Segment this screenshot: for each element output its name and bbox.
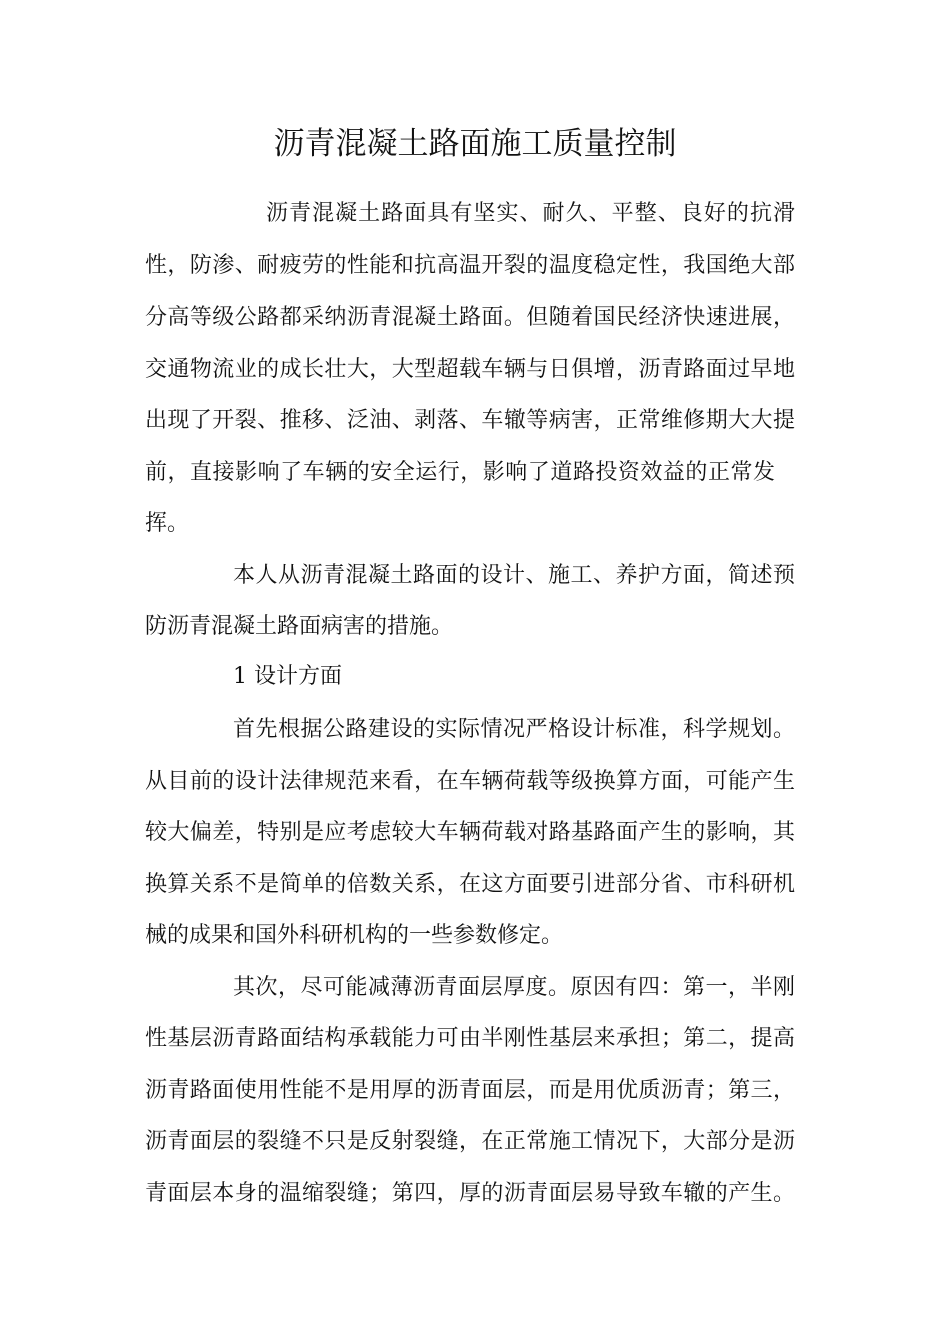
text-line: 沥青混凝土路面具有坚实、耐久、平整、良好的抗滑: [266, 201, 795, 226]
document-title: 沥青混凝土路面施工质量控制: [273, 126, 677, 162]
section-heading: 1 设计方面: [233, 664, 342, 689]
text-line: 青面层本身的温缩裂缝；第四，厚的沥青面层易导致车辙的产生。: [145, 1181, 795, 1206]
text-line: 交通物流业的成长壮大，大型超载车辆与日俱增，沥青路面过早地: [145, 357, 795, 382]
text-line: 性，防渗、耐疲劳的性能和抗高温开裂的温度稳定性，我国绝大部: [145, 253, 795, 278]
text-line: 较大偏差，特别是应考虑较大车辆荷载对路基路面产生的影响，其: [145, 820, 795, 845]
text-line: 出现了开裂、推移、泛油、剥落、车辙等病害，正常维修期大大提: [145, 408, 795, 433]
text-line: 沥青面层的裂缝不只是反射裂缝，在正常施工情况下，大部分是沥: [145, 1129, 795, 1154]
text-line: 换算关系不是简单的倍数关系，在这方面要引进部分省、市科研机: [145, 872, 795, 897]
text-line: 其次，尽可能减薄沥青面层厚度。原因有四：第一，半刚: [233, 975, 795, 1000]
text-line: 挥。: [145, 511, 190, 536]
text-line: 性基层沥青路面结构承载能力可由半刚性基层来承担；第二，提高: [145, 1026, 795, 1051]
text-line: 前，直接影响了车辆的安全运行，影响了道路投资效益的正常发: [145, 460, 775, 485]
text-line: 械的成果和国外科研机构的一些参数修定。: [145, 923, 564, 948]
text-line: 首先根据公路建设的实际情况严格设计标准，科学规划。: [233, 717, 795, 742]
text-line: 分高等级公路都采纳沥青混凝土路面。但随着国民经济快速进展，: [145, 305, 795, 330]
text-line: 本人从沥青混凝土路面的设计、施工、养护方面，简述预: [233, 563, 795, 588]
text-line: 从目前的设计法律规范来看，在车辆荷载等级换算方面，可能产生: [145, 769, 795, 794]
text-line: 沥青路面使用性能不是用厚的沥青面层，而是用优质沥青；第三，: [145, 1078, 795, 1103]
text-line: 防沥青混凝土路面病害的措施。: [145, 614, 454, 639]
